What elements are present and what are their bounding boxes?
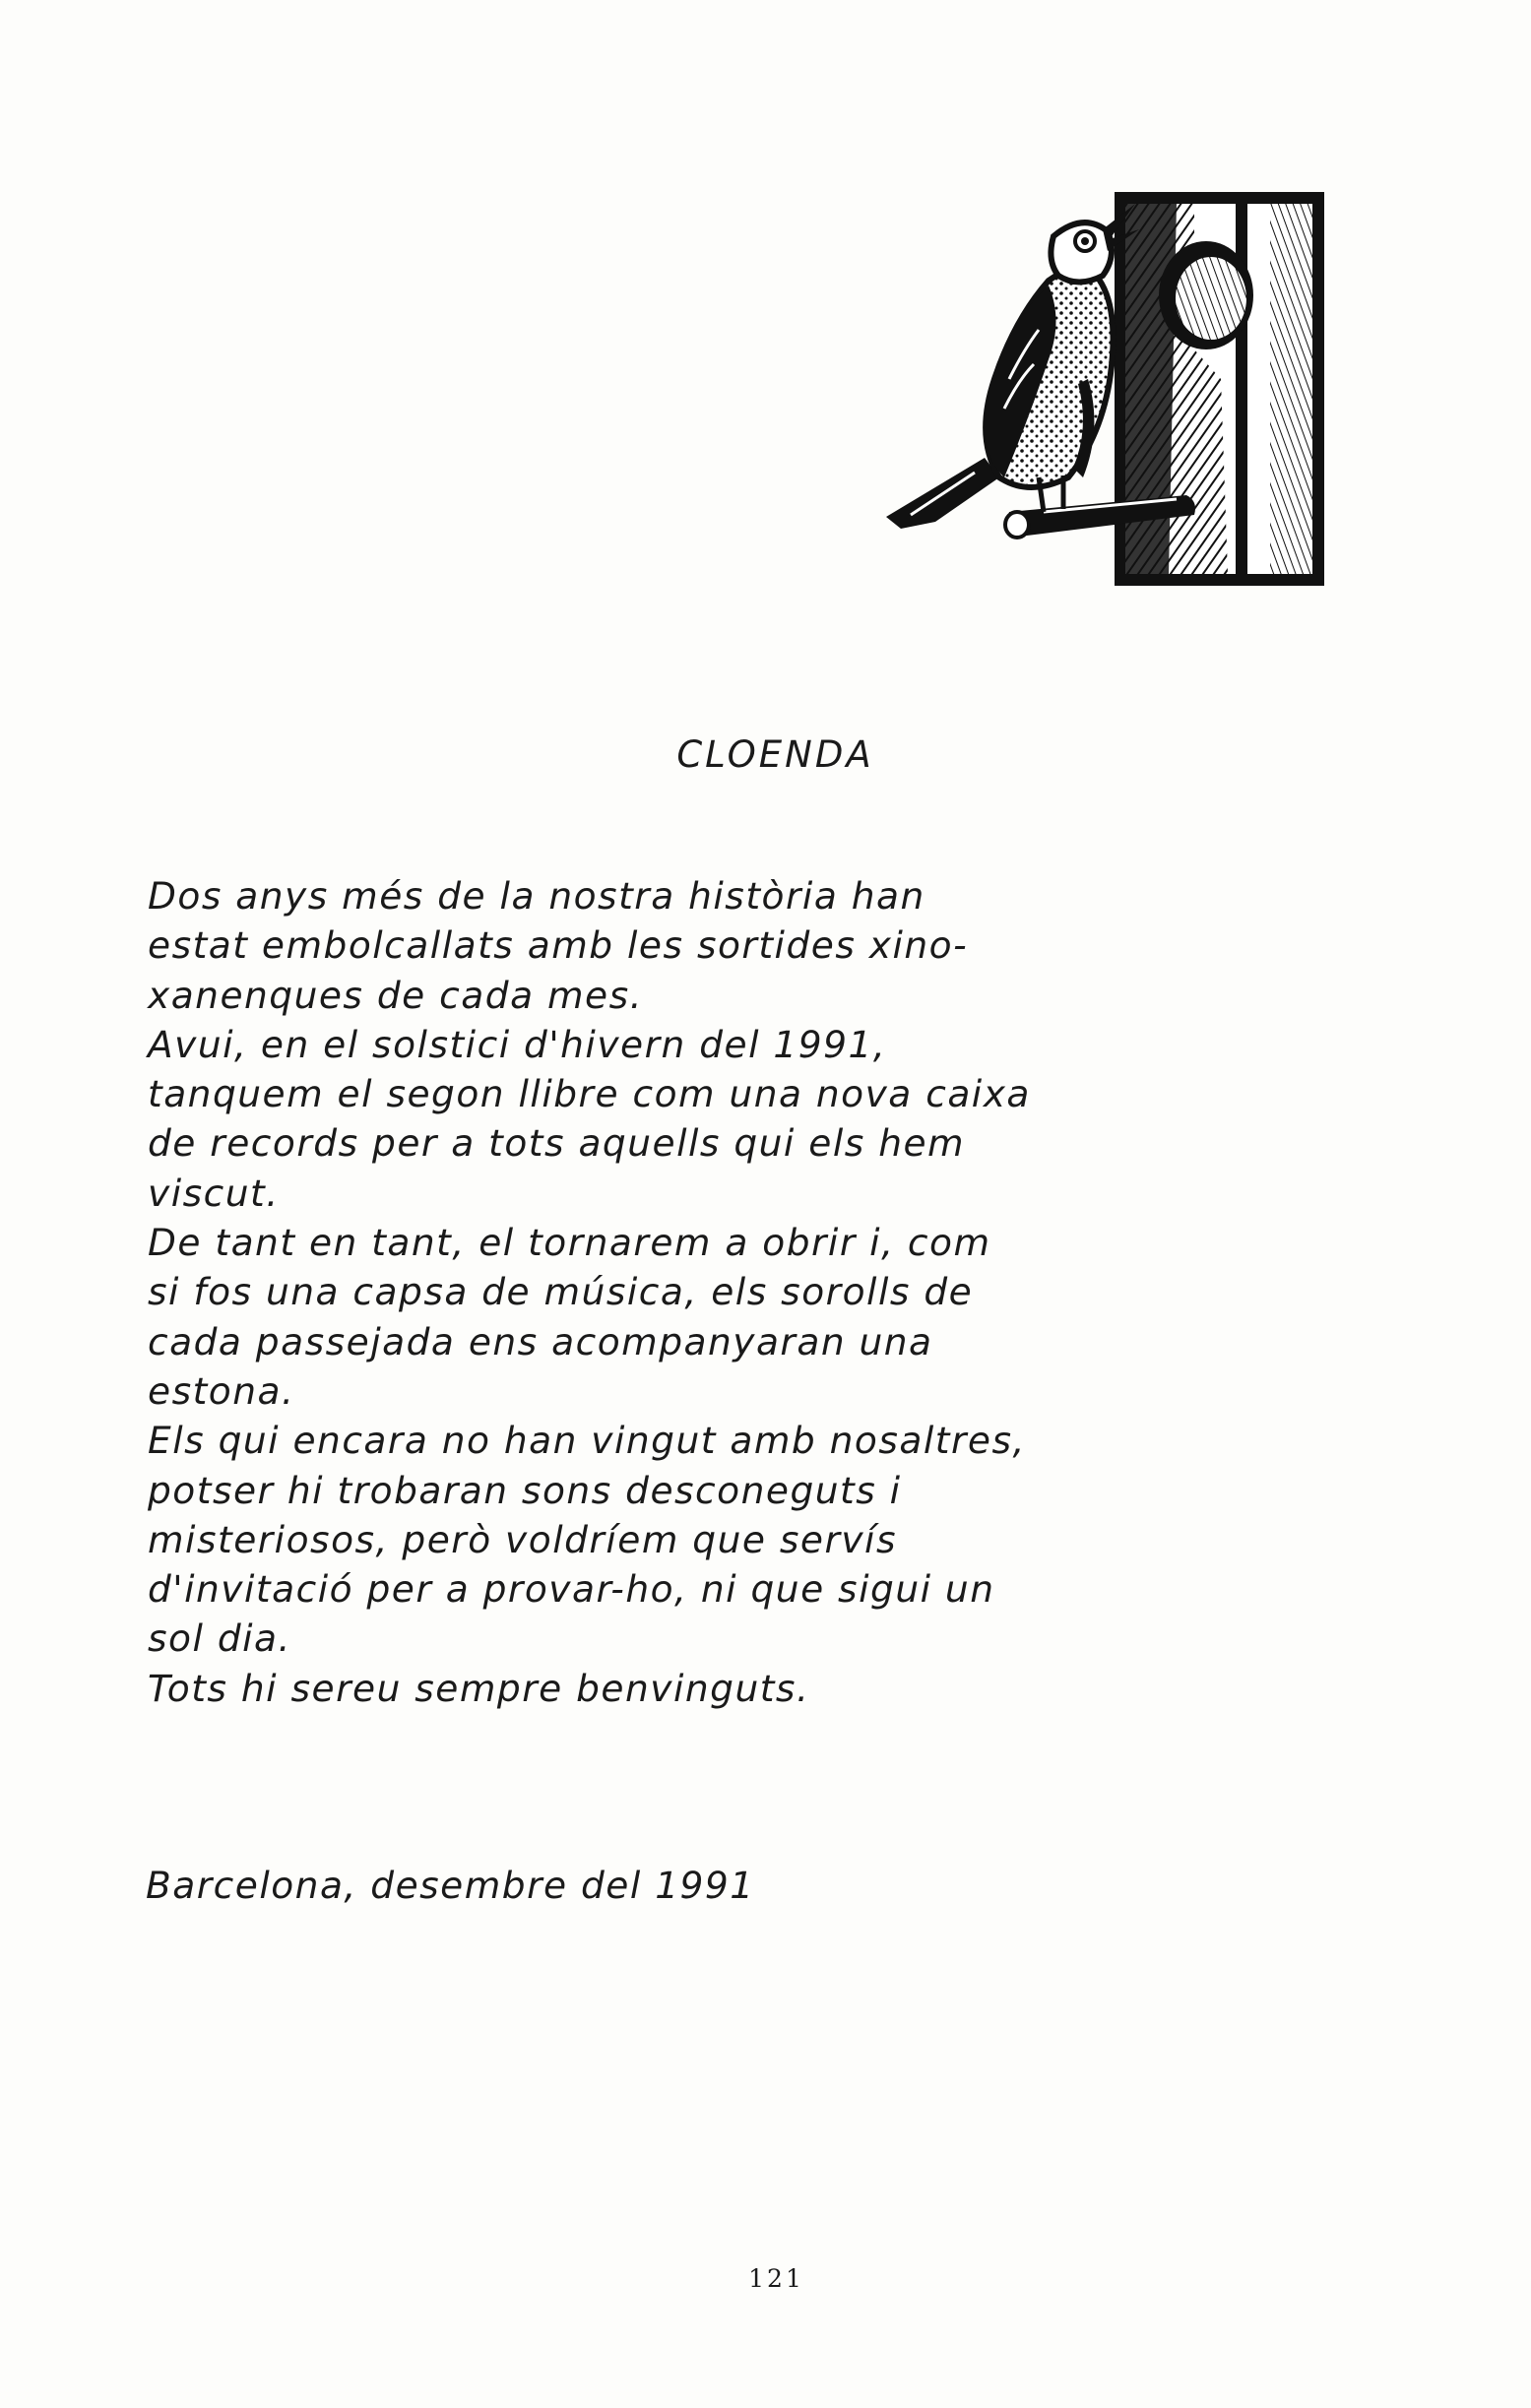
body-line: d'invitació per a provar-ho, ni que sigui un xyxy=(148,1567,995,1612)
body-line: de records per a tots aquells qui els hem xyxy=(148,1121,966,1166)
body-line: xanenques de cada mes. xyxy=(148,973,644,1017)
bird-birdhouse-illustration xyxy=(881,182,1344,596)
body-line: De tant en tant, el tornarem a obrir i, com xyxy=(148,1221,991,1265)
body-line: estona. xyxy=(148,1368,295,1413)
body-line: tanquem el segon llibre com una nova caixa xyxy=(148,1072,1031,1116)
body-line: si fos una capsa de música, els sorolls de xyxy=(148,1270,974,1314)
body-line: Els qui encara no han vingut amb nosaltres, xyxy=(148,1419,1026,1463)
place-date-signature: Barcelona, desembre del 1991 xyxy=(146,1864,755,1907)
body-line: misteriosos, però voldríem que servís xyxy=(148,1517,898,1561)
birdhouse xyxy=(1115,192,1324,586)
body-line: cada passejada ens acompanyaran una xyxy=(148,1319,933,1363)
page-number: 121 xyxy=(748,2264,804,2293)
body-line: Avui, en el solstici d'hivern del 1991, xyxy=(148,1022,887,1066)
body-line: estat embolcallats amb les sortides xino- xyxy=(148,923,969,968)
body-line: Dos anys més de la nostra història han xyxy=(148,874,925,918)
page-title: CLOENDA xyxy=(676,733,874,776)
bird xyxy=(886,204,1139,529)
body-line: viscut. xyxy=(148,1171,280,1215)
body-line: sol dia. xyxy=(148,1616,291,1661)
body-paragraph xyxy=(148,871,1191,1713)
body-line: Tots hi sereu sempre benvinguts. xyxy=(148,1666,810,1710)
body-line: potser hi trobaran sons desconeguts i xyxy=(148,1468,902,1512)
